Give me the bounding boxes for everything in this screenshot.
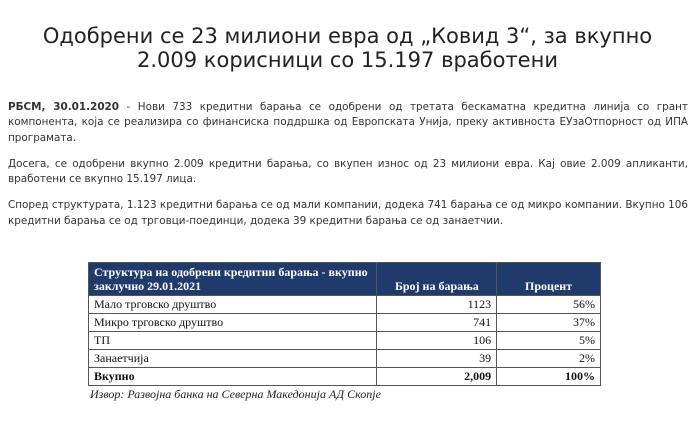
table-row [89,296,601,314]
row-category: Микро трговско друштво [89,314,377,332]
row-percent: 5% [497,332,601,350]
article-paragraph-2: Досега, се одобрени вкупно 2.009 кредитни барања, со вкупен износ од 23 милиони евра. Кај овие 2.009 апликанти, вработени се вкупно 15.197 лица. [8,157,688,186]
total-percent: 100% [497,368,601,386]
row-count: 1123 [377,296,497,314]
table-row [89,350,601,368]
article-headline [0,24,695,72]
row-percent: 37% [497,314,601,332]
header-category: Структура на одобрени кредитни барања - вкупно заклучно 29.01.2021 [89,263,377,296]
row-count: 39 [377,350,497,368]
header-percent: Процент [497,263,601,296]
total-count: 2,009 [377,368,497,386]
article-body [8,100,688,240]
headline-line-1: Одобрени се 23 милиони евра од „Ковид 3“, за вкупно [42,24,653,48]
structure-table-figure [88,262,601,402]
structure-table [88,262,601,386]
headline-line-2: 2.009 корисници со 15.197 вработени [137,48,558,72]
paragraph-1-text: - Нови 733 кредитни барања се одобрени од третата бескаматна кредитна линија со грант компонента, која се реализира со финансиска поддршка од Европската Унија, преку активноста ЕУзаОтпорност од ИПА програмата. [8,101,688,144]
table-row [89,314,601,332]
total-category: Вкупно [89,368,377,386]
row-percent: 2% [497,350,601,368]
article-paragraph-1 [8,100,688,146]
table-source-note: Извор: Развојна банка на Северна Македонија АД Скопје [90,387,381,401]
row-count: 106 [377,332,497,350]
row-category: Занаетчија [89,350,377,368]
dateline: РБСМ, 30.01.2020 [8,101,120,113]
row-category: ТП [89,332,377,350]
table-total-row [89,368,601,386]
row-category: Мало трговско друштво [89,296,377,314]
table-header-row [89,263,601,296]
row-count: 741 [377,314,497,332]
row-percent: 56% [497,296,601,314]
article-paragraph-3: Според структурата, 1.123 кредитни барања се од мали компании, додека 741 барања се од микро компании. Вкупно 106 кредитни барања се од трговци-поединци, додека 39 кредитни барања се од занаетчии. [8,199,688,227]
header-count: Број на барања [377,263,497,296]
table-row [89,332,601,350]
